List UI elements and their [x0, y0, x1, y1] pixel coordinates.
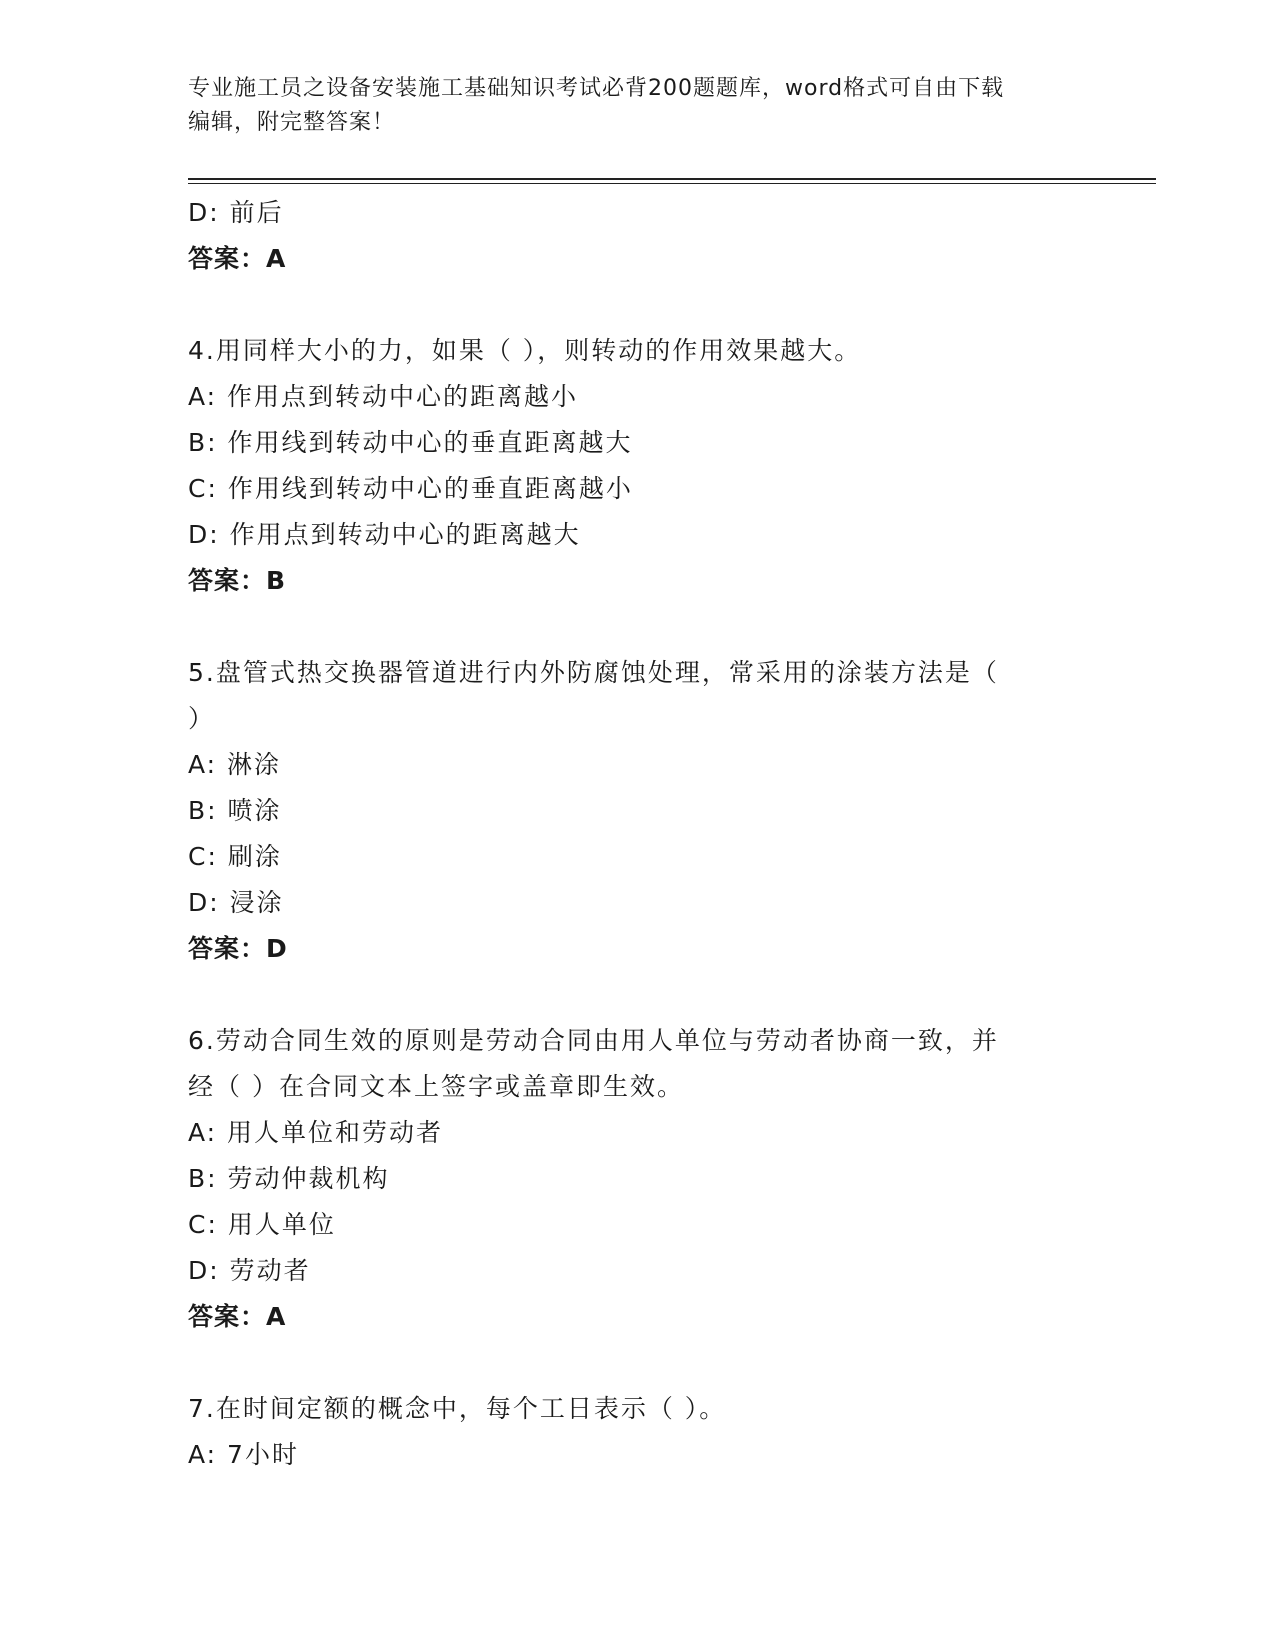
option-c: C: 作用线到转动中心的垂直距离越小 [188, 474, 633, 503]
question-6 [188, 1018, 1068, 1340]
question-text-line2: 经（ ）在合同文本上签字或盖章即生效。 [188, 1072, 684, 1101]
header-title-line1: 专业施工员之设备安装施工基础知识考试必背200题题库，word格式可自由下载 [188, 76, 1005, 101]
answer: 答案：B [188, 566, 287, 595]
option-c: C: 刷涂 [188, 842, 282, 871]
answer: 答案：D [188, 934, 288, 963]
spacer [188, 1340, 1068, 1386]
option-a: A: 淋涂 [188, 750, 282, 779]
spacer [188, 604, 1068, 650]
option-d: D: 前后 [188, 198, 284, 227]
question-text-line2: ） [188, 704, 216, 733]
header-divider-thick [188, 178, 1156, 180]
option-d: D: 浸涂 [188, 888, 284, 917]
header-title-line2: 编辑，附完整答案！ [188, 110, 396, 135]
option-d: D: 劳动者 [188, 1256, 311, 1285]
question-text: 4.用同样大小的力，如果（ ），则转动的作用效果越大。 [188, 336, 862, 365]
question-text-line1: 6.劳动合同生效的原则是劳动合同由用人单位与劳动者协商一致，并 [188, 1026, 999, 1055]
question-text-line1: 5.盘管式热交换器管道进行内外防腐蚀处理，常采用的涂装方法是（ [188, 658, 999, 687]
option-a: A: 7小时 [188, 1440, 299, 1469]
option-a: A: 作用点到转动中心的距离越小 [188, 382, 579, 411]
question-7 [188, 1386, 1068, 1478]
header-divider-thin [188, 183, 1156, 184]
question-text: 7.在时间定额的概念中，每个工日表示（ ）。 [188, 1394, 727, 1423]
question-4 [188, 328, 1068, 604]
answer: 答案：A [188, 1302, 287, 1331]
answer: 答案：A [188, 244, 287, 273]
option-b: B: 劳动仲裁机构 [188, 1164, 390, 1193]
question-5 [188, 650, 1068, 972]
spacer [188, 972, 1068, 1018]
spacer [188, 282, 1068, 328]
option-b: B: 喷涂 [188, 796, 282, 825]
option-d: D: 作用点到转动中心的距离越大 [188, 520, 581, 549]
question-3-tail [188, 190, 1068, 282]
document-header [188, 72, 1088, 140]
option-b: B: 作用线到转动中心的垂直距离越大 [188, 428, 633, 457]
option-c: C: 用人单位 [188, 1210, 336, 1239]
question-list [188, 190, 1068, 1478]
option-a: A: 用人单位和劳动者 [188, 1118, 444, 1147]
